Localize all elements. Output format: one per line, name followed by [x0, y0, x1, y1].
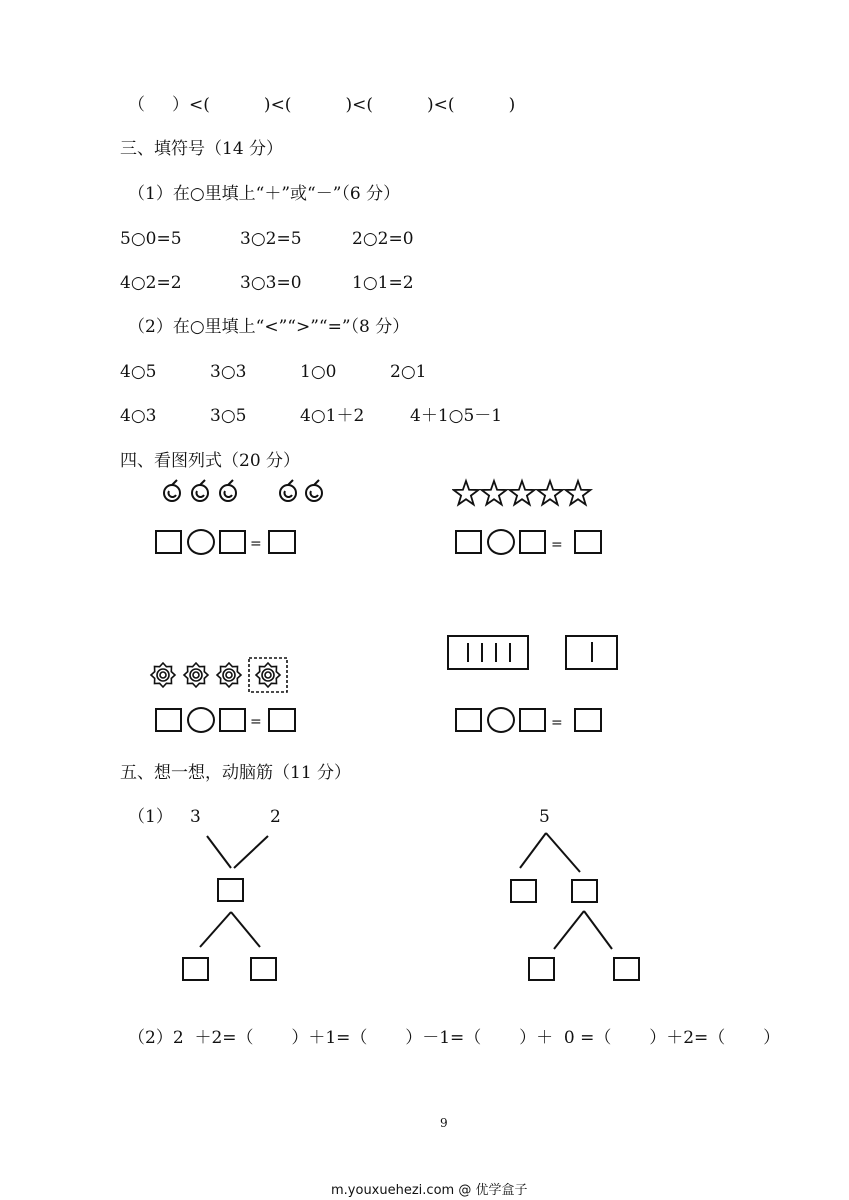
- q5-1-label: （1）: [128, 807, 173, 827]
- tree-line: [584, 911, 612, 949]
- q3-1-item: 4○2=2: [120, 273, 182, 293]
- tree-line: [231, 912, 260, 947]
- tree-box[interactable]: [613, 957, 640, 981]
- tree-line: [546, 833, 580, 872]
- section-5-title: 五、想一想，动脑筋（11 分）: [120, 763, 352, 783]
- q3-2-item: 1○0: [300, 362, 337, 382]
- q3-2-item: 2○1: [390, 362, 427, 382]
- q3-2-item: 4○5: [120, 362, 157, 382]
- tree1-left-number: 3: [190, 807, 201, 827]
- q3-2-item: 4○1＋2: [300, 406, 365, 426]
- tree-line: [207, 836, 231, 868]
- tree-box[interactable]: [528, 957, 555, 981]
- tree2-top-number: 5: [539, 807, 550, 827]
- q3-2-item: 4＋1○5－1: [410, 406, 503, 426]
- q5-2-chain: （2）2 ＋2=（ ）＋1=（ ）－1=（ ）＋ 0 =（ ）＋2=（ ）: [128, 1028, 781, 1048]
- q3-2-item: 3○3: [210, 362, 247, 382]
- tree-box[interactable]: [217, 878, 244, 902]
- tree-line: [554, 911, 584, 949]
- tree-box[interactable]: [250, 957, 277, 981]
- q3-1-item: 2○2=0: [352, 229, 414, 249]
- equals-sign: =: [250, 536, 262, 552]
- equals-sign: =: [250, 714, 262, 730]
- footer-watermark: m.youxuehezi.com @ 优学盒子: [331, 1183, 528, 1198]
- page-number: 9: [440, 1116, 448, 1130]
- q3-1-item: 3○3=0: [240, 273, 302, 293]
- tree-box[interactable]: [571, 879, 598, 903]
- tree1-right-number: 2: [270, 807, 281, 827]
- section-3-title: 三、填符号（14 分）: [120, 139, 284, 159]
- ordering-blanks-line: （ ）<( )<( )<( )<( ): [128, 95, 516, 115]
- tree-line: [234, 836, 268, 868]
- section-4-title: 四、看图列式（20 分）: [120, 451, 301, 471]
- tree-line: [200, 912, 231, 947]
- equals-sign: =: [551, 715, 563, 731]
- q3-1-item: 5○0=5: [120, 229, 182, 249]
- tree-box[interactable]: [182, 957, 209, 981]
- q3-1-item: 1○1=2: [352, 273, 414, 293]
- q3-2-item: 3○5: [210, 406, 247, 426]
- q3-1-item: 3○2=5: [240, 229, 302, 249]
- q3-2-title: （2）在○里填上“<”“>”“=”（8 分）: [128, 317, 410, 337]
- q3-1-title: （1）在○里填上“＋”或“－”（6 分）: [128, 184, 401, 204]
- tree-box[interactable]: [510, 879, 537, 903]
- q3-2-item: 4○3: [120, 406, 157, 426]
- equals-sign: =: [551, 537, 563, 553]
- tree-line: [520, 833, 546, 868]
